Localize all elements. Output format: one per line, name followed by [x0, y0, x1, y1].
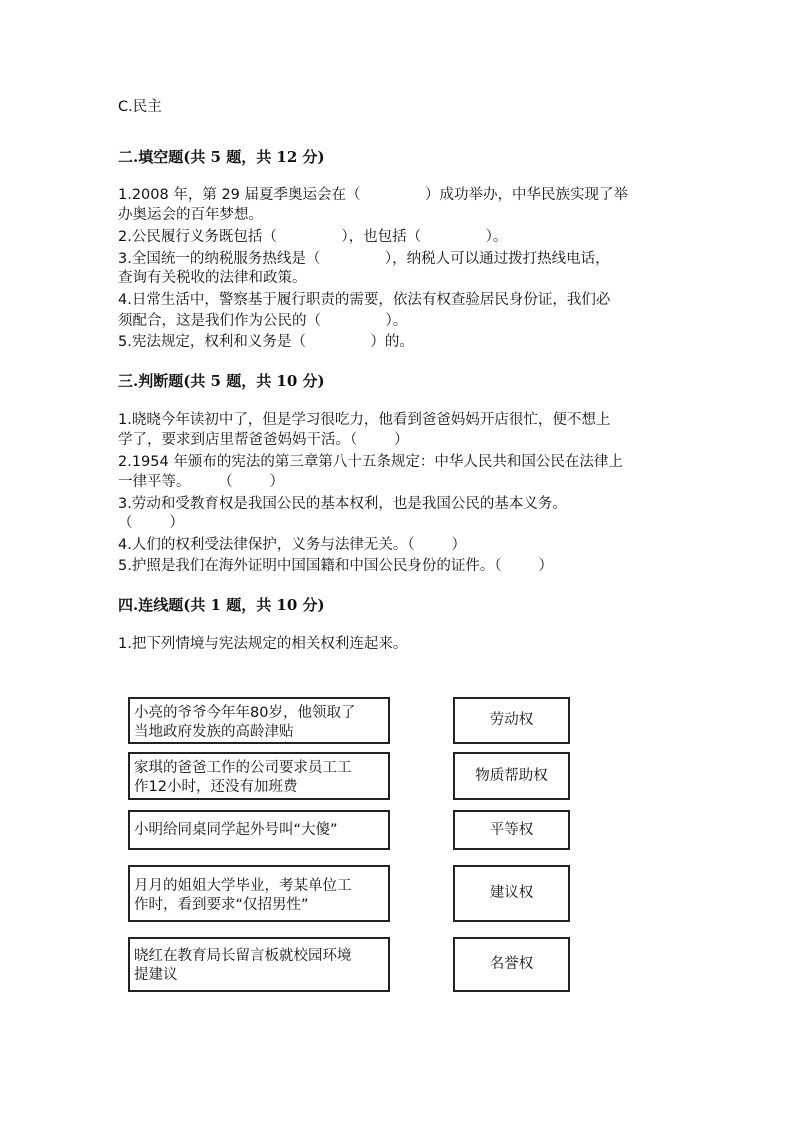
match-scenario-box: [128, 810, 390, 850]
judge-line: 一律平等。 （ ）: [118, 474, 285, 490]
match-right-box: 物质帮助权: [453, 752, 570, 800]
section-heading-judge: 三.判断题(共 5 题，共 10 分): [118, 372, 325, 390]
scenario-text-line: 当地政府发族的高龄津贴: [134, 724, 294, 740]
fill-line: 4.日常生活中，警察基于履行职责的需要，依法有权查验居民身份证，我们必: [118, 292, 611, 308]
match-right-box: 平等权: [453, 810, 570, 850]
scenario-text-line: 家琪的爸爸工作的公司要求员工工: [134, 760, 352, 776]
match-right-box: 建议权: [453, 865, 570, 922]
scenario-text-line: 提建议: [134, 967, 178, 983]
scenario-text-line: 晓红在教育局长留言板就校园环境: [134, 948, 352, 964]
intro-option-c: C.民主: [118, 99, 162, 115]
judge-line: 1.晓晓今年读初中了，但是学习很吃力，他看到爸爸妈妈开店很忙，便不想上: [118, 412, 611, 428]
scenario-text-line: 作12小时，还没有加班费: [134, 779, 298, 795]
fill-line: 查询有关税收的法律和政策。: [118, 270, 307, 286]
scenario-text-line: 作时，看到要求“仅招男性”: [134, 897, 309, 913]
fill-line: 5.宪法规定，权利和义务是（ ）的。: [118, 334, 414, 350]
match-scenario-box: [128, 697, 390, 744]
scenario-text-line: 月月的姐姐大学毕业，考某单位工: [134, 878, 352, 894]
match-right-box: 名誉权: [453, 937, 570, 992]
fill-line: 2.公民履行义务既包括（ ），也包括（ ）。: [118, 229, 508, 245]
section-heading-match: 四.连线题(共 1 题，共 10 分): [118, 596, 325, 614]
match-right-box: 劳动权: [453, 697, 570, 744]
fill-line: 办奥运会的百年梦想。: [118, 207, 263, 223]
scenario-text-line: 小明给同桌同学起外号叫“大傻”: [134, 822, 338, 838]
section-heading-fill: 二.填空题(共 5 题，共 12 分): [118, 148, 325, 166]
fill-line: 3.全国统一的纳税服务热线是（ ），纳税人可以通过拨打热线电话，: [118, 251, 610, 267]
match-scenario-box: [128, 752, 390, 800]
judge-line: 4.人们的权利受法律保护，义务与法律无关。（ ）: [118, 537, 466, 553]
match-instruction: 1.把下列情境与宪法规定的相关权利连起来。: [118, 636, 408, 652]
fill-line: 须配合，这是我们作为公民的（ ）。: [118, 313, 408, 329]
match-scenario-box: [128, 937, 390, 992]
match-scenario-box: [128, 865, 390, 922]
fill-line: 1.2008 年，第 29 届夏季奥运会在（ ）成功举办，中华民族实现了举: [118, 187, 629, 203]
judge-line: 2.1954 年颁布的宪法的第三章第八十五条规定：中华人民共和国公民在法律上: [118, 454, 623, 470]
judge-line: （ ）: [118, 515, 184, 531]
scenario-text-line: 小亮的爷爷今年年80岁，他领取了: [134, 705, 356, 721]
judge-line: 5.护照是我们在海外证明中国国籍和中国公民身份的证件。（ ）: [118, 558, 553, 574]
judge-line: 3.劳动和受教育权是我国公民的基本权利，也是我国公民的基本义务。: [118, 496, 567, 512]
judge-line: 学了，要求到店里帮爸爸妈妈干活。（ ）: [118, 432, 409, 448]
